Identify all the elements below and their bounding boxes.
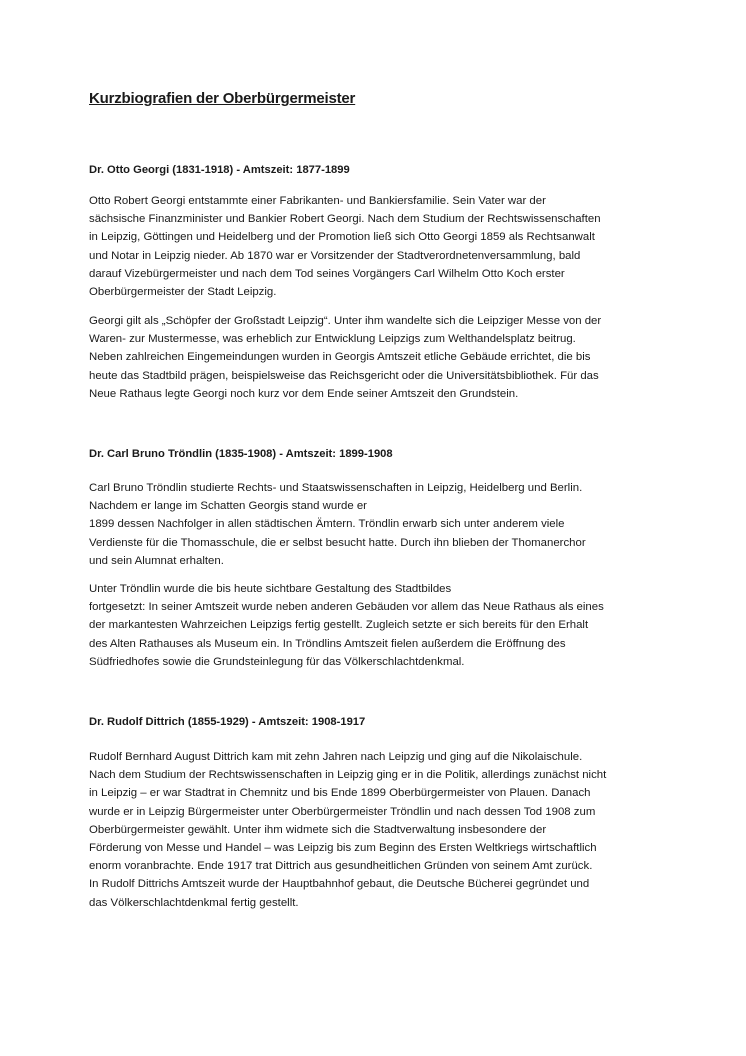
text-line: Oberbürgermeister der Stadt Leipzig. [89,286,277,299]
text-line: wurde er in Leipzig Bürgermeister unter Oberbürgermeister Tröndlin und nach dessen Tod 1908 zum [89,805,596,818]
paragraph-troendlin-1 [89,479,669,570]
text-line: Rudolf Bernhard August Dittrich kam mit zehn Jahren nach Leipzig und ging auf die Nikolaischule. [89,751,583,763]
text-line: Otto Robert Georgi entstammte einer Fabrikanten- und Bankiersfamilie. Sein Vater war der [89,195,546,207]
paragraph-georgi-2 [89,312,669,403]
text-line: fortgesetzt: In seiner Amtszeit wurde neben anderen Gebäuden vor allem das Neue Rathaus als eines [89,601,604,614]
text-line: sächsische Finanzminister und Bankier Robert Georgi. Nach dem Studium der Rechtswissenschaften [89,213,601,226]
paragraph-troendlin-2 [89,580,669,671]
page-title: Kurzbiografien der Oberbürgermeister [89,90,356,107]
text-line: Südfriedhofes sowie die Grundsteinlegung für das Völkerschlachtdenkmal. [89,655,465,668]
text-line: Georgi gilt als „Schöpfer der Großstadt Leipzig“. Unter ihm wandelte sich die Leipziger Messe von der [89,315,602,327]
text-line: darauf Vizebürgermeister und nach dem Tod seines Vorgängers Carl Wilhelm Otto Koch erster [89,267,565,280]
text-line: der markantesten Wahrzeichen Leipzigs fertig gestellt. Zugleich setzte er sich bereits für den Erhalt [89,619,589,632]
text-line: Nach dem Studium der Rechtswissenschaften in Leipzig ging er in die Politik, allerdings zunächst nicht [89,769,607,782]
paragraph-georgi-1 [89,192,669,301]
section-heading-georgi: Dr. Otto Georgi (1831-1918) - Amtszeit: 1877-1899 [89,164,350,176]
text-line: in Leipzig – er war Stadtrat in Chemnitz und bis Ende 1899 Oberbürgermeister von Plauen. Danach [89,787,591,800]
text-line: das Völkerschlachtdenkmal fertig gestellt. [89,896,299,909]
text-line: Nachdem er lange im Schatten Georgis stand wurde er [89,500,367,513]
section-heading-dittrich: Dr. Rudolf Dittrich (1855-1929) - Amtszeit: 1908-1917 [89,716,366,728]
text-line: enorm voranbrachte. Ende 1917 trat Dittrich aus gesundheitlichen Gründen von seinem Amt zurück. [89,860,593,873]
text-line: Förderung von Messe und Handel – was Leipzig bis zum Beginn des Ersten Weltkriegs wirtschaftlich [89,842,597,855]
text-line: heute das Stadtbild prägen, beispielsweise das Reichsgericht oder die Universitätsbibliothek. Für das [89,369,599,382]
text-line: und Notar in Leipzig nieder. Ab 1870 war er Vorsitzender der Stadtverordnetenversammlung, bald [89,249,581,262]
text-line: Neue Rathaus legte Georgi noch kurz vor dem Ende seiner Amtszeit den Grundstein. [89,387,519,400]
section-heading-troendlin: Dr. Carl Bruno Tröndlin (1835-1908) - Amtszeit: 1899-1908 [89,448,393,460]
text-line: und sein Alumnat erhalten. [89,554,224,567]
text-line: in Leipzig, Göttingen und Heidelberg und der Promotion ließ sich Otto Georgi 1859 als Rechtsanwalt [89,231,595,244]
text-line: Carl Bruno Tröndlin studierte Rechts- und Staatswissenschaften in Leipzig, Heidelberg und Berlin. [89,482,583,494]
text-line: 1899 dessen Nachfolger in allen städtischen Ämtern. Tröndlin erwarb sich unter anderem viele [89,518,565,531]
text-line: Verdienste für die Thomasschule, die er selbst besucht hatte. Durch ihn blieben der Thomanerchor [89,536,586,549]
text-line: In Rudolf Dittrichs Amtszeit wurde der Hauptbahnhof gebaut, die Deutsche Bücherei gegründet und [89,878,590,891]
text-line: Unter Tröndlin wurde die bis heute sichtbare Gestaltung des Stadtbildes [89,583,452,595]
paragraph-dittrich-1 [89,748,669,912]
text-line: des Alten Rathauses als Museum ein. In Tröndlins Amtszeit fielen außerdem die Eröffnung des [89,637,566,650]
text-line: Waren- zur Mustermesse, was erheblich zur Entwicklung Leipzigs zum Welthandelsplatz beitrug. [89,333,576,346]
text-line: Oberbürgermeister gewählt. Unter ihm widmete sich die Stadtverwaltung insbesondere der [89,823,547,836]
text-line: Neben zahlreichen Eingemeindungen wurden in Georgis Amtszeit etliche Gebäude errichtet, die bis [89,351,591,364]
